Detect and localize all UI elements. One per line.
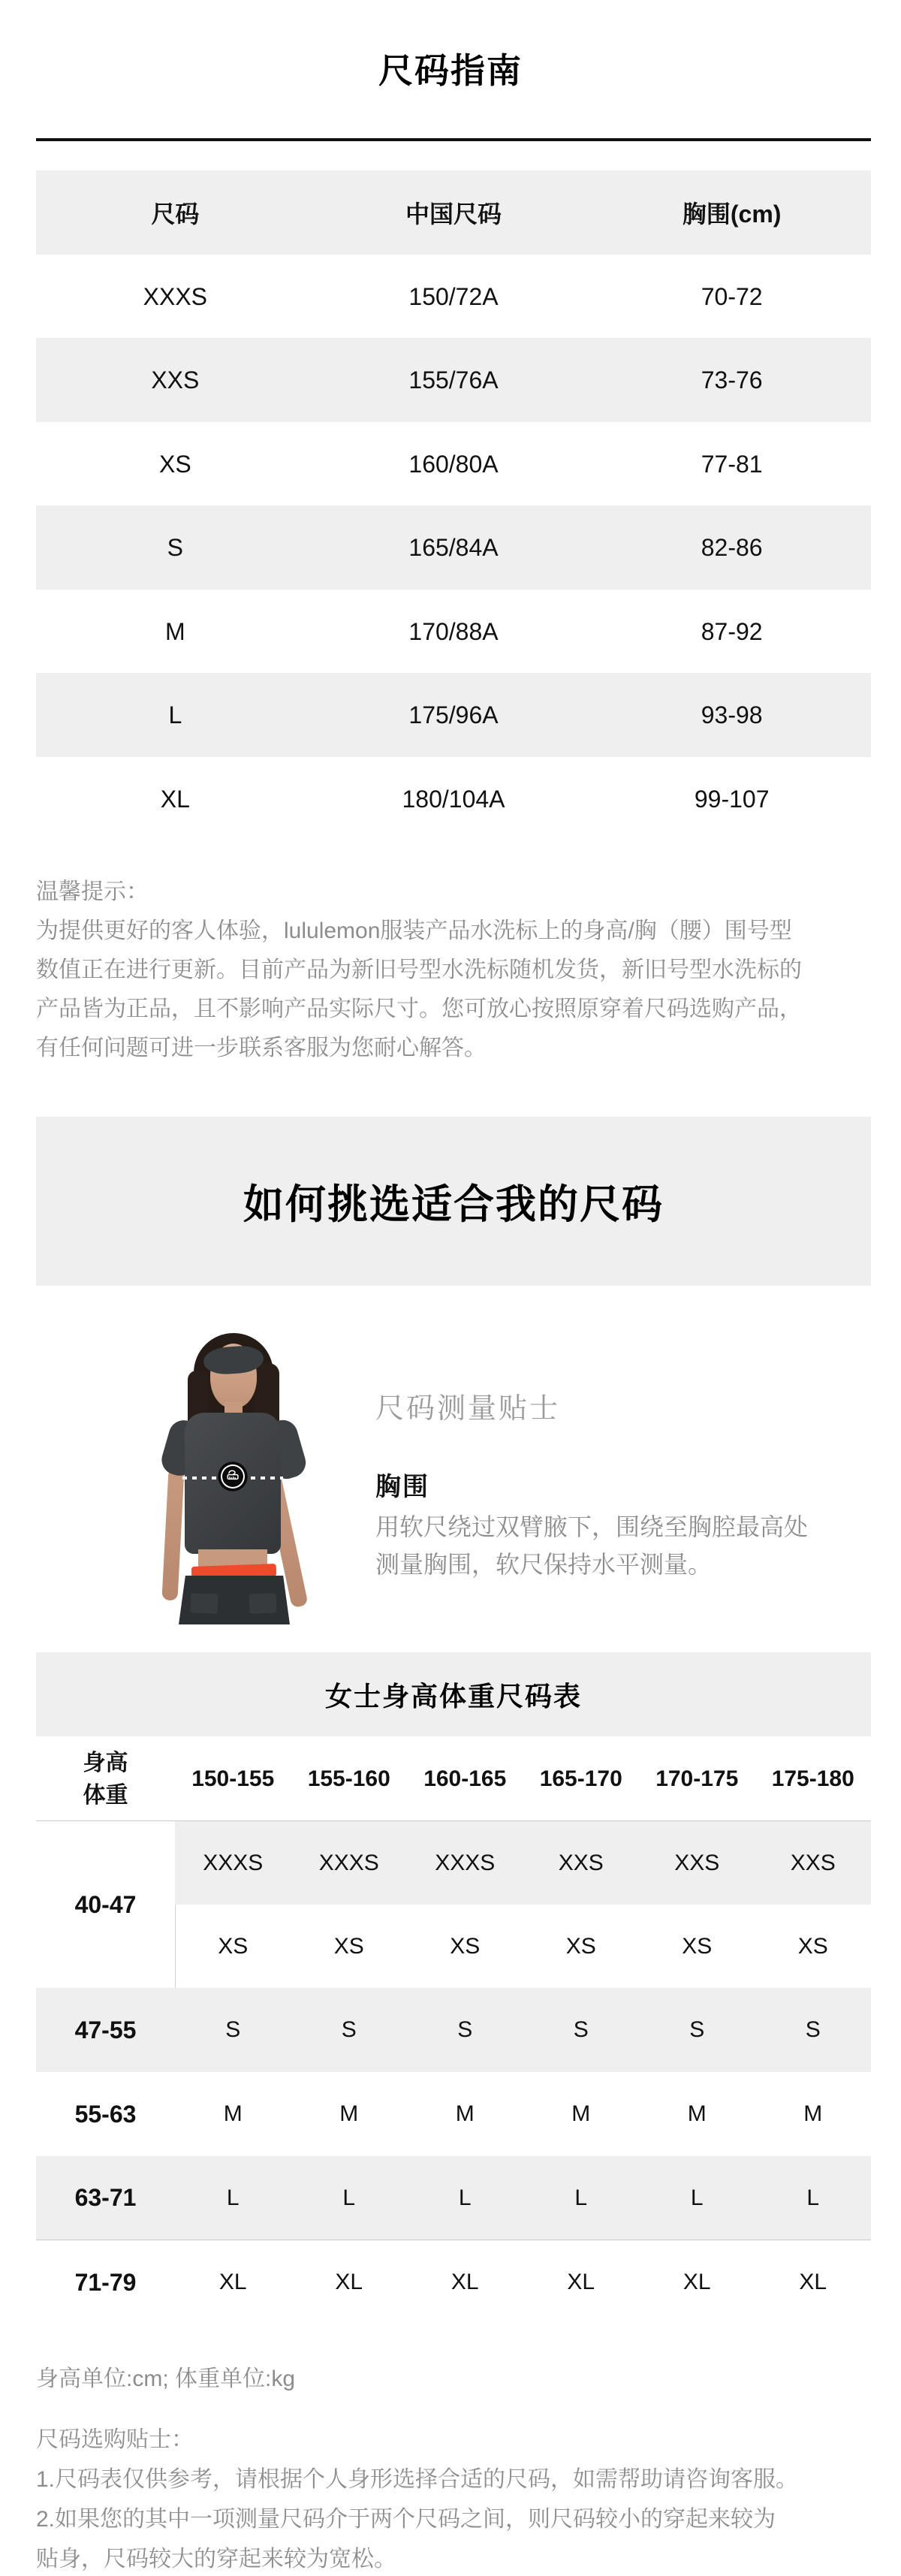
size-cell: XXS	[674, 1850, 720, 1875]
bust-description-line: 用软尺绕过双臂腋下，围绕至胸腔最高处	[375, 1513, 809, 1540]
model-arm-left	[161, 1468, 184, 1601]
size-cell: XS	[565, 1933, 596, 1959]
size-cell: S	[341, 2017, 357, 2042]
weight-label: 47-55	[74, 2016, 137, 2044]
size-cell: XL	[567, 2270, 595, 2294]
cell-size: XXXS	[143, 282, 208, 310]
model-skirt-pocket	[249, 1593, 277, 1613]
cell-bust: 73-76	[701, 366, 763, 394]
height-range: 155-160	[307, 1766, 390, 1791]
cell-size: XL	[160, 785, 190, 813]
weight-label: 63-71	[74, 2184, 137, 2211]
size-table-header-size: 尺码	[151, 201, 200, 228]
size-cell: M	[571, 2101, 591, 2126]
tape-measure-badge	[218, 1461, 248, 1492]
height-range: 150-155	[191, 1766, 275, 1791]
size-cell: XS	[333, 1933, 364, 1959]
size-cell: XS	[450, 1933, 481, 1959]
cell-size: L	[168, 701, 182, 728]
size-cell: XXXS	[318, 1850, 379, 1875]
size-cell: L	[806, 2185, 820, 2210]
height-range: 175-180	[771, 1766, 854, 1791]
notice-block	[36, 873, 871, 1068]
section-title: 如何挑选适合我的尺码	[243, 1182, 664, 1227]
table-row	[36, 2156, 871, 2240]
size-cell: XXS	[790, 1850, 836, 1875]
height-range: 165-170	[539, 1766, 622, 1791]
corner-height: 身高	[83, 1750, 128, 1775]
size-cell: M	[339, 2101, 359, 2126]
size-cell: XXXS	[203, 1850, 264, 1875]
size-cell: L	[226, 2185, 240, 2210]
table-row	[36, 338, 871, 422]
size-cell: S	[689, 2017, 705, 2042]
hw-table-title-band	[36, 1652, 871, 1736]
cell-cn: 155/76A	[408, 366, 499, 394]
shopping-tips-line: 贴身，尺码较大的穿起来较为宽松。	[36, 2547, 396, 2571]
table-row	[36, 422, 871, 506]
shopping-tips-line: 2.如果您的其中一项测量尺码介于两个尺码之间，则尺码较小的穿起来较为	[36, 2507, 776, 2532]
shopping-tips-title: 尺码选购贴士：	[36, 2427, 194, 2452]
how-to-choose-section-band	[36, 1117, 871, 1286]
corner-weight: 体重	[83, 1782, 128, 1808]
size-cell: XS	[682, 1933, 713, 1959]
bust-label: 胸围	[375, 1473, 429, 1501]
size-cell: L	[690, 2185, 704, 2210]
cell-size: XXS	[151, 366, 200, 394]
cell-cn: 170/88A	[408, 617, 499, 645]
size-cell: XS	[218, 1933, 249, 1959]
notice-line: 产品皆为正品，且不影响产品实际尺寸。您可放心按照原穿着尺码选购产品，	[36, 997, 802, 1021]
size-cell: S	[573, 2017, 589, 2042]
cell-bust: 70-72	[701, 282, 763, 310]
tape-measure-icon	[224, 1467, 241, 1487]
cell-bust: 99-107	[694, 785, 770, 813]
size-cell: L	[458, 2185, 472, 2210]
size-cell: XL	[450, 2270, 479, 2294]
cell-cn: 165/84A	[408, 533, 499, 561]
size-cell: M	[803, 2101, 823, 2126]
notice-line: 为提供更好的客人体验，lululemon服装产品水洗标上的身高/胸（腰）围号型	[36, 918, 792, 943]
title-divider	[36, 138, 871, 141]
table-row	[36, 673, 871, 757]
size-table-header-row	[36, 170, 871, 255]
table-row	[175, 1905, 871, 1988]
cell-bust: 93-98	[701, 701, 763, 728]
size-table-header-cn: 中国尺码	[405, 201, 502, 228]
cell-bust: 77-81	[701, 450, 763, 478]
size-cell: M	[223, 2101, 243, 2126]
cell-size: S	[167, 533, 183, 561]
model-photo	[150, 1326, 409, 1624]
size-cell: S	[457, 2017, 473, 2042]
table-row	[36, 2072, 871, 2156]
hw-corner-label	[36, 1747, 175, 1811]
units-note: 身高单位:cm; 体重单位:kg	[36, 2366, 296, 2391]
hw-table-header-row	[36, 1736, 871, 1821]
size-cell: XL	[799, 2270, 827, 2294]
size-cell: S	[805, 2017, 821, 2042]
cell-bust: 87-92	[701, 617, 763, 645]
size-cell: XL	[218, 2270, 247, 2294]
size-cell: XXS	[558, 1850, 604, 1875]
size-cell: S	[225, 2017, 241, 2042]
size-cell: M	[455, 2101, 475, 2126]
cell-cn: 180/104A	[402, 785, 505, 813]
table-row	[36, 590, 871, 674]
notice-title: 温馨提示：	[36, 879, 149, 904]
notice-line: 有任何问题可进一步联系客服为您耐心解答。	[36, 1036, 487, 1060]
size-cell: XS	[797, 1933, 828, 1959]
shopping-tips-line: 1.尺码表仅供参考，请根据个人身形选择合适的尺码，如需帮助请咨询客服。	[36, 2467, 799, 2492]
height-range: 170-175	[655, 1766, 739, 1791]
measure-tips-heading: 尺码测量贴士	[375, 1393, 561, 1425]
table-row	[36, 757, 871, 841]
page-title: 尺码指南	[378, 51, 523, 90]
table-row	[175, 1821, 871, 1905]
weight-label-40-47: 40-47	[74, 1890, 137, 1918]
size-cell: L	[342, 2185, 356, 2210]
cell-cn: 175/96A	[408, 701, 499, 728]
cell-cn: 150/72A	[408, 282, 499, 310]
cell-bust: 82-86	[701, 533, 763, 561]
size-table-header-bust: 胸围(cm)	[682, 201, 782, 228]
size-cell: L	[574, 2185, 588, 2210]
table-row	[36, 2240, 871, 2324]
table-row	[36, 505, 871, 590]
weight-label: 55-63	[74, 2100, 137, 2128]
height-range: 160-165	[423, 1766, 507, 1791]
cell-size: M	[165, 617, 185, 645]
size-cell: XXXS	[435, 1850, 496, 1875]
cell-size: XS	[158, 450, 191, 478]
size-cell: XL	[683, 2270, 711, 2294]
size-cell: XL	[335, 2270, 363, 2294]
weight-label: 71-79	[74, 2268, 137, 2296]
bust-description-line: 测量胸围，软尺保持水平测量。	[375, 1551, 713, 1578]
shopping-tips-block	[36, 2420, 871, 2576]
notice-line: 数值正在进行更新。目前产品为新旧号型水洗标随机发货，新旧号型水洗标的	[36, 958, 802, 982]
model-skirt-pocket	[191, 1593, 218, 1613]
bust-description	[375, 1508, 856, 1583]
hw-table-title: 女士身高体重尺码表	[324, 1680, 582, 1712]
table-row	[36, 1988, 871, 2072]
cell-cn: 160/80A	[408, 450, 499, 478]
size-cell: M	[687, 2101, 707, 2126]
table-row	[36, 255, 871, 339]
